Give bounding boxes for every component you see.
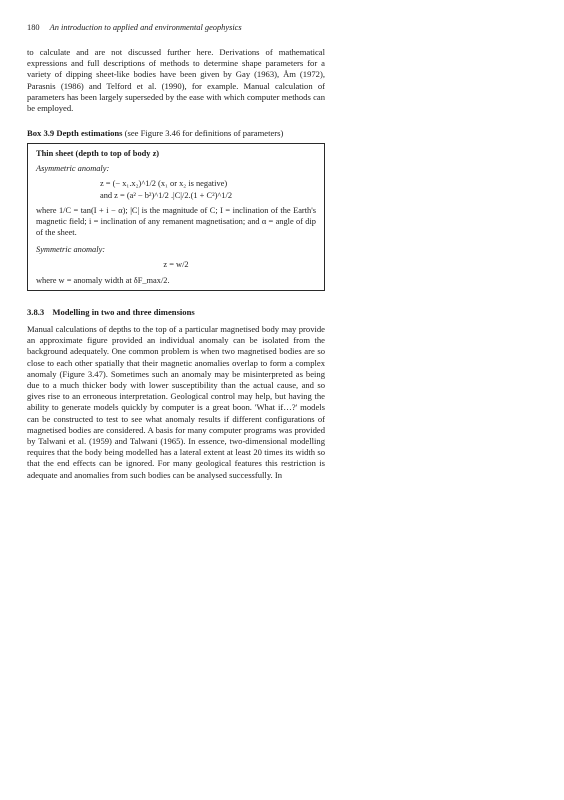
intro-paragraph: to calculate and are not discussed further here. Derivations of mathematical expressions and full descriptions of methods to determine shape parameters for a variety of dipping sheet-like bodies have been given by Gay (1963), Åm (1972), Parasnis (1986) and Telford et al. (1990), for example. Manual calculation of parameters has been largely superseded by the ease with which computer methods can be employed. [27,47,325,114]
section-heading [27,307,325,318]
section-title: Modelling in two and three dimensions [52,306,195,317]
box-title: Thin sheet (depth to top of body z) [36,149,160,159]
box-caption-rest: (see Figure 3.46 for definitions of parameters) [124,128,284,139]
book-title: An introduction to applied and environmental geophysics [49,23,242,32]
symmetric-label: Symmetric anomaly: [36,245,106,255]
box-label: Box 3.9 [27,128,55,139]
asymmetric-label: Asymmetric anomaly: [36,164,110,174]
page-number: 180 [27,23,40,32]
page [27,22,325,481]
running-head [27,22,325,33]
box-label-title: Depth estimations [56,128,123,139]
equation-2: and z = (a² − b²)^1/2 .|C|/2.(1 + C²)^1/2 [100,190,233,200]
box-note: where w = anomaly width at δF_max/2. [36,275,170,285]
depth-estimation-box [27,143,325,291]
section-body: Manual calculations of depths to the top of a particular magnetised body may provide an approximate figure provided an individual anomaly can be isolated from the background adequately. One common problem is when two magnetised bodies are so close to each other spatially that their magnetic anomalies overlap to form a complex anomaly (Figure 3.47). Sometimes such an anomaly may be misinterpreted as being due to a much thicker body with lower susceptibility than the actual cause, and so gives rise to an erroneous interpretation. Geological control may help, but having the ability to generate models quickly by computer is a great boon. 'What if…?' models can be constructed to test to see what anomaly results if different configurations of magnetised bodies are considered. A basis for many computer programs was provided by Talwani et al. (1959) and Talwani (1965). In essence, two-dimensional modelling requires that the body being modelled has a lateral extent at least 20 times its width so that the end effects can be ignored. For many geological features this restriction is adequate and anomalies from such bodies can be analysed successfully. In [27,323,325,480]
equation-1: z = (− x₁.x₂)^1/2 (x₁ or x₂ is negative) [100,179,228,189]
box-caption [27,128,325,139]
equation-3: z = w/2 [163,260,189,270]
where-text: where 1/C = tan(I + i − α); |C| is the magnitude of C; I = inclination of the Earth's magnetic field; i = inclination of any remanent magnetisation; and α = angle of dip of the sheet. [36,206,316,238]
section-number: 3.8.3 [27,306,45,317]
